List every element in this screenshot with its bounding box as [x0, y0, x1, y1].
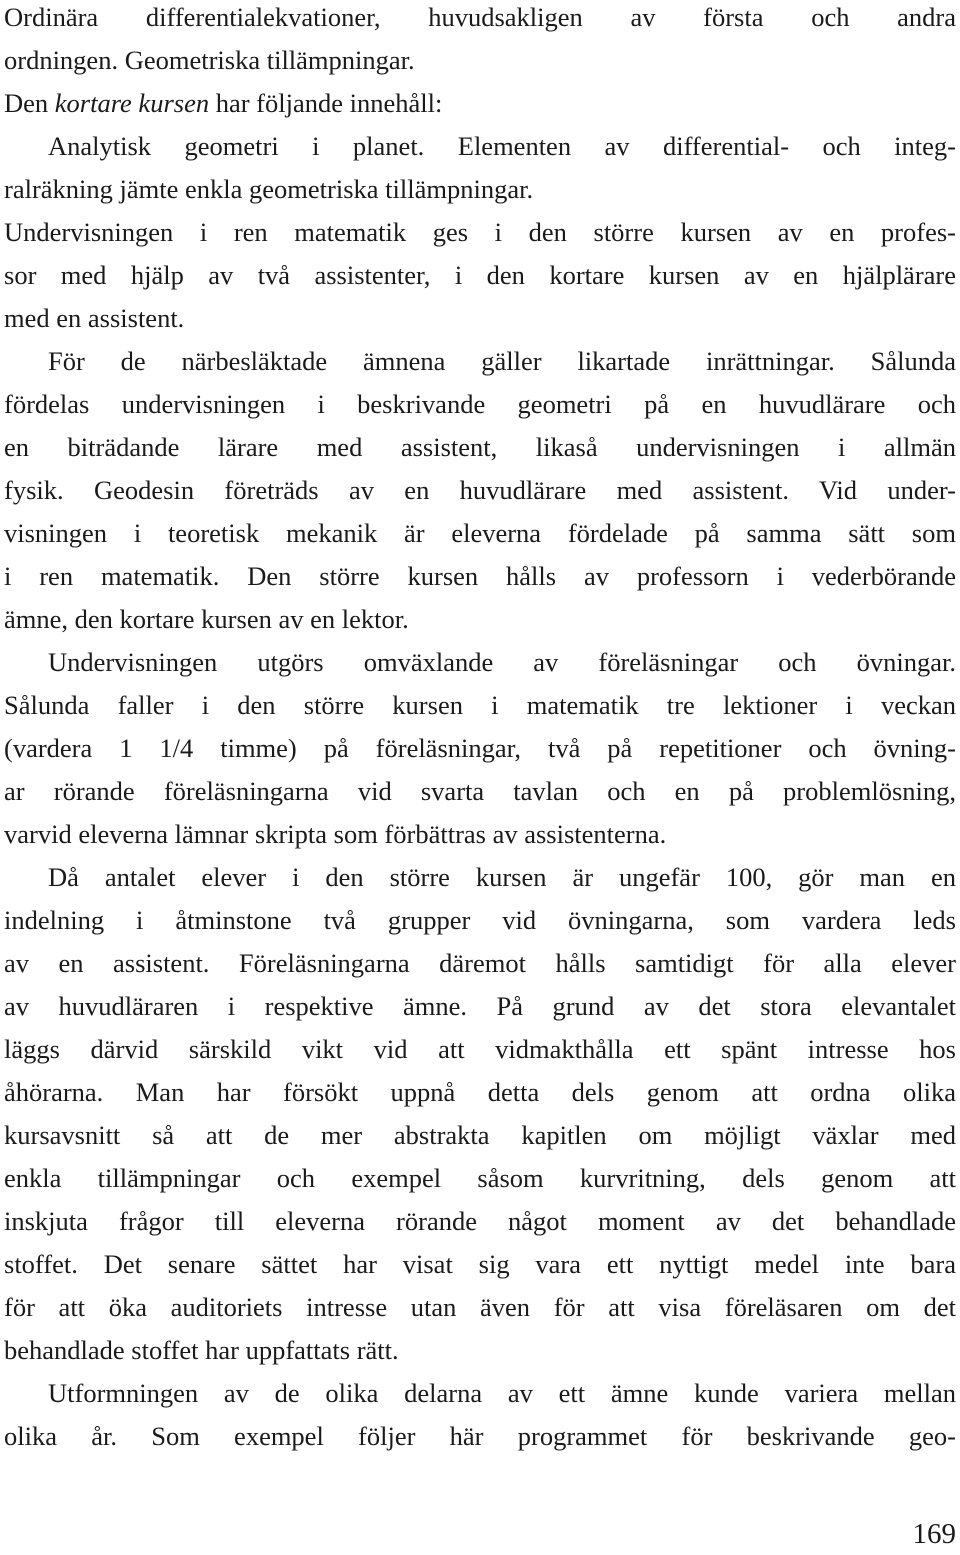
text-line: med en assistent. [4, 303, 185, 333]
text-line: ämne, den kortare kursen av en lektor. [4, 604, 409, 634]
text-line: i ren matematik. Den större kursen hålls av professorn i vederbörande [4, 561, 956, 591]
text-line: Ordinära differentialekvationer, huvudsakligen av första och andra [4, 2, 956, 32]
text-line: För de närbesläktade ämnena gäller likartade inrättningar. Sålunda [48, 346, 956, 376]
text-line: Analytisk geometri i planet. Elementen av differential- och integ- [48, 131, 956, 161]
emphasized-term: kortare kursen [54, 88, 210, 118]
text-line: inskjuta frågor till eleverna rörande något moment av det behandlade [4, 1206, 956, 1236]
text-line: indelning i åtminstone två grupper vid övningarna, som vardera leds [4, 905, 956, 935]
paragraph-differential-equations [4, 0, 956, 82]
text-line [4, 82, 956, 125]
text-line: kursavsnitt så att de mer abstrakta kapitlen om möjligt växlar med [4, 1120, 956, 1150]
text-line: åhörarna. Man har försökt uppnå detta dels genom att ordna olika [4, 1077, 956, 1107]
document-page [4, 0, 956, 1458]
text-line: Undervisningen utgörs omväxlande av föreläsningar och övningar. [48, 647, 956, 677]
page-number: 169 [912, 1518, 956, 1550]
text-line: Då antalet elever i den större kursen är ungefär 100, gör man en [48, 862, 956, 892]
paragraph-related-subjects [4, 340, 956, 641]
text-line: för att öka auditoriets intresse utan även för att visa föreläsaren om det [4, 1292, 956, 1322]
text-line: enkla tillämpningar och exempel såsom kurvritning, dels genom att [4, 1163, 956, 1193]
text-line: (vardera 1 1/4 timme) på föreläsningar, två på repetitioner och övning- [4, 733, 956, 763]
paragraph-teaching-staff [4, 211, 956, 340]
text-line: ar rörande föreläsningarna vid svarta tavlan och en på problemlösning, [4, 776, 956, 806]
text-run: har följande innehåll: [209, 88, 443, 118]
text-line: varvid eleverna lämnar skripta som förbättras av assistenterna. [4, 819, 667, 849]
text-line: stoffet. Det senare sättet har visat sig vara ett nyttigt medel inte bara [4, 1249, 956, 1279]
text-line: av en assistent. Föreläsningarna däremot hålls samtidigt för alla elever [4, 948, 956, 978]
text-line: fördelas undervisningen i beskrivande geometri på en huvudlärare och [4, 389, 956, 419]
text-line: behandlade stoffet har uppfattats rätt. [4, 1335, 399, 1365]
text-line: sor med hjälp av två assistenter, i den kortare kursen av en hjälplärare [4, 260, 956, 290]
text-line: ralräkning jämte enkla geometriska tillämpningar. [4, 174, 534, 204]
text-line: ordningen. Geometriska tillämpningar. [4, 45, 415, 75]
text-line: Sålunda faller i den större kursen i matematik tre lektioner i veckan [4, 690, 956, 720]
text-line: av huvudläraren i respektive ämne. På grund av det stora elevantalet [4, 991, 956, 1021]
text-line: fysik. Geodesin företräds av en huvudlärare med assistent. Vid under- [4, 475, 956, 505]
text-line: en biträdande lärare med assistent, likaså undervisningen i allmän [4, 432, 956, 462]
paragraph-shorter-course-intro [4, 82, 956, 125]
text-run: Den [4, 88, 55, 118]
text-line: visningen i teoretisk mekanik är eleverna fördelade på samma sätt som [4, 518, 956, 548]
paragraph-student-groups [4, 856, 956, 1372]
text-line: olika år. Som exempel följer här programmet för beskrivande geo- [4, 1421, 956, 1451]
text-line: läggs därvid särskild vikt vid att vidmakthålla ett spänt intresse hos [4, 1034, 956, 1064]
text-line: Undervisningen i ren matematik ges i den större kursen av en profes- [4, 217, 956, 247]
text-line: Utformningen av de olika delarna av ett ämne kunde variera mellan [48, 1378, 956, 1408]
paragraph-course-design [4, 1372, 956, 1458]
paragraph-lectures-exercises [4, 641, 956, 856]
paragraph-shorter-course-content [4, 125, 956, 211]
